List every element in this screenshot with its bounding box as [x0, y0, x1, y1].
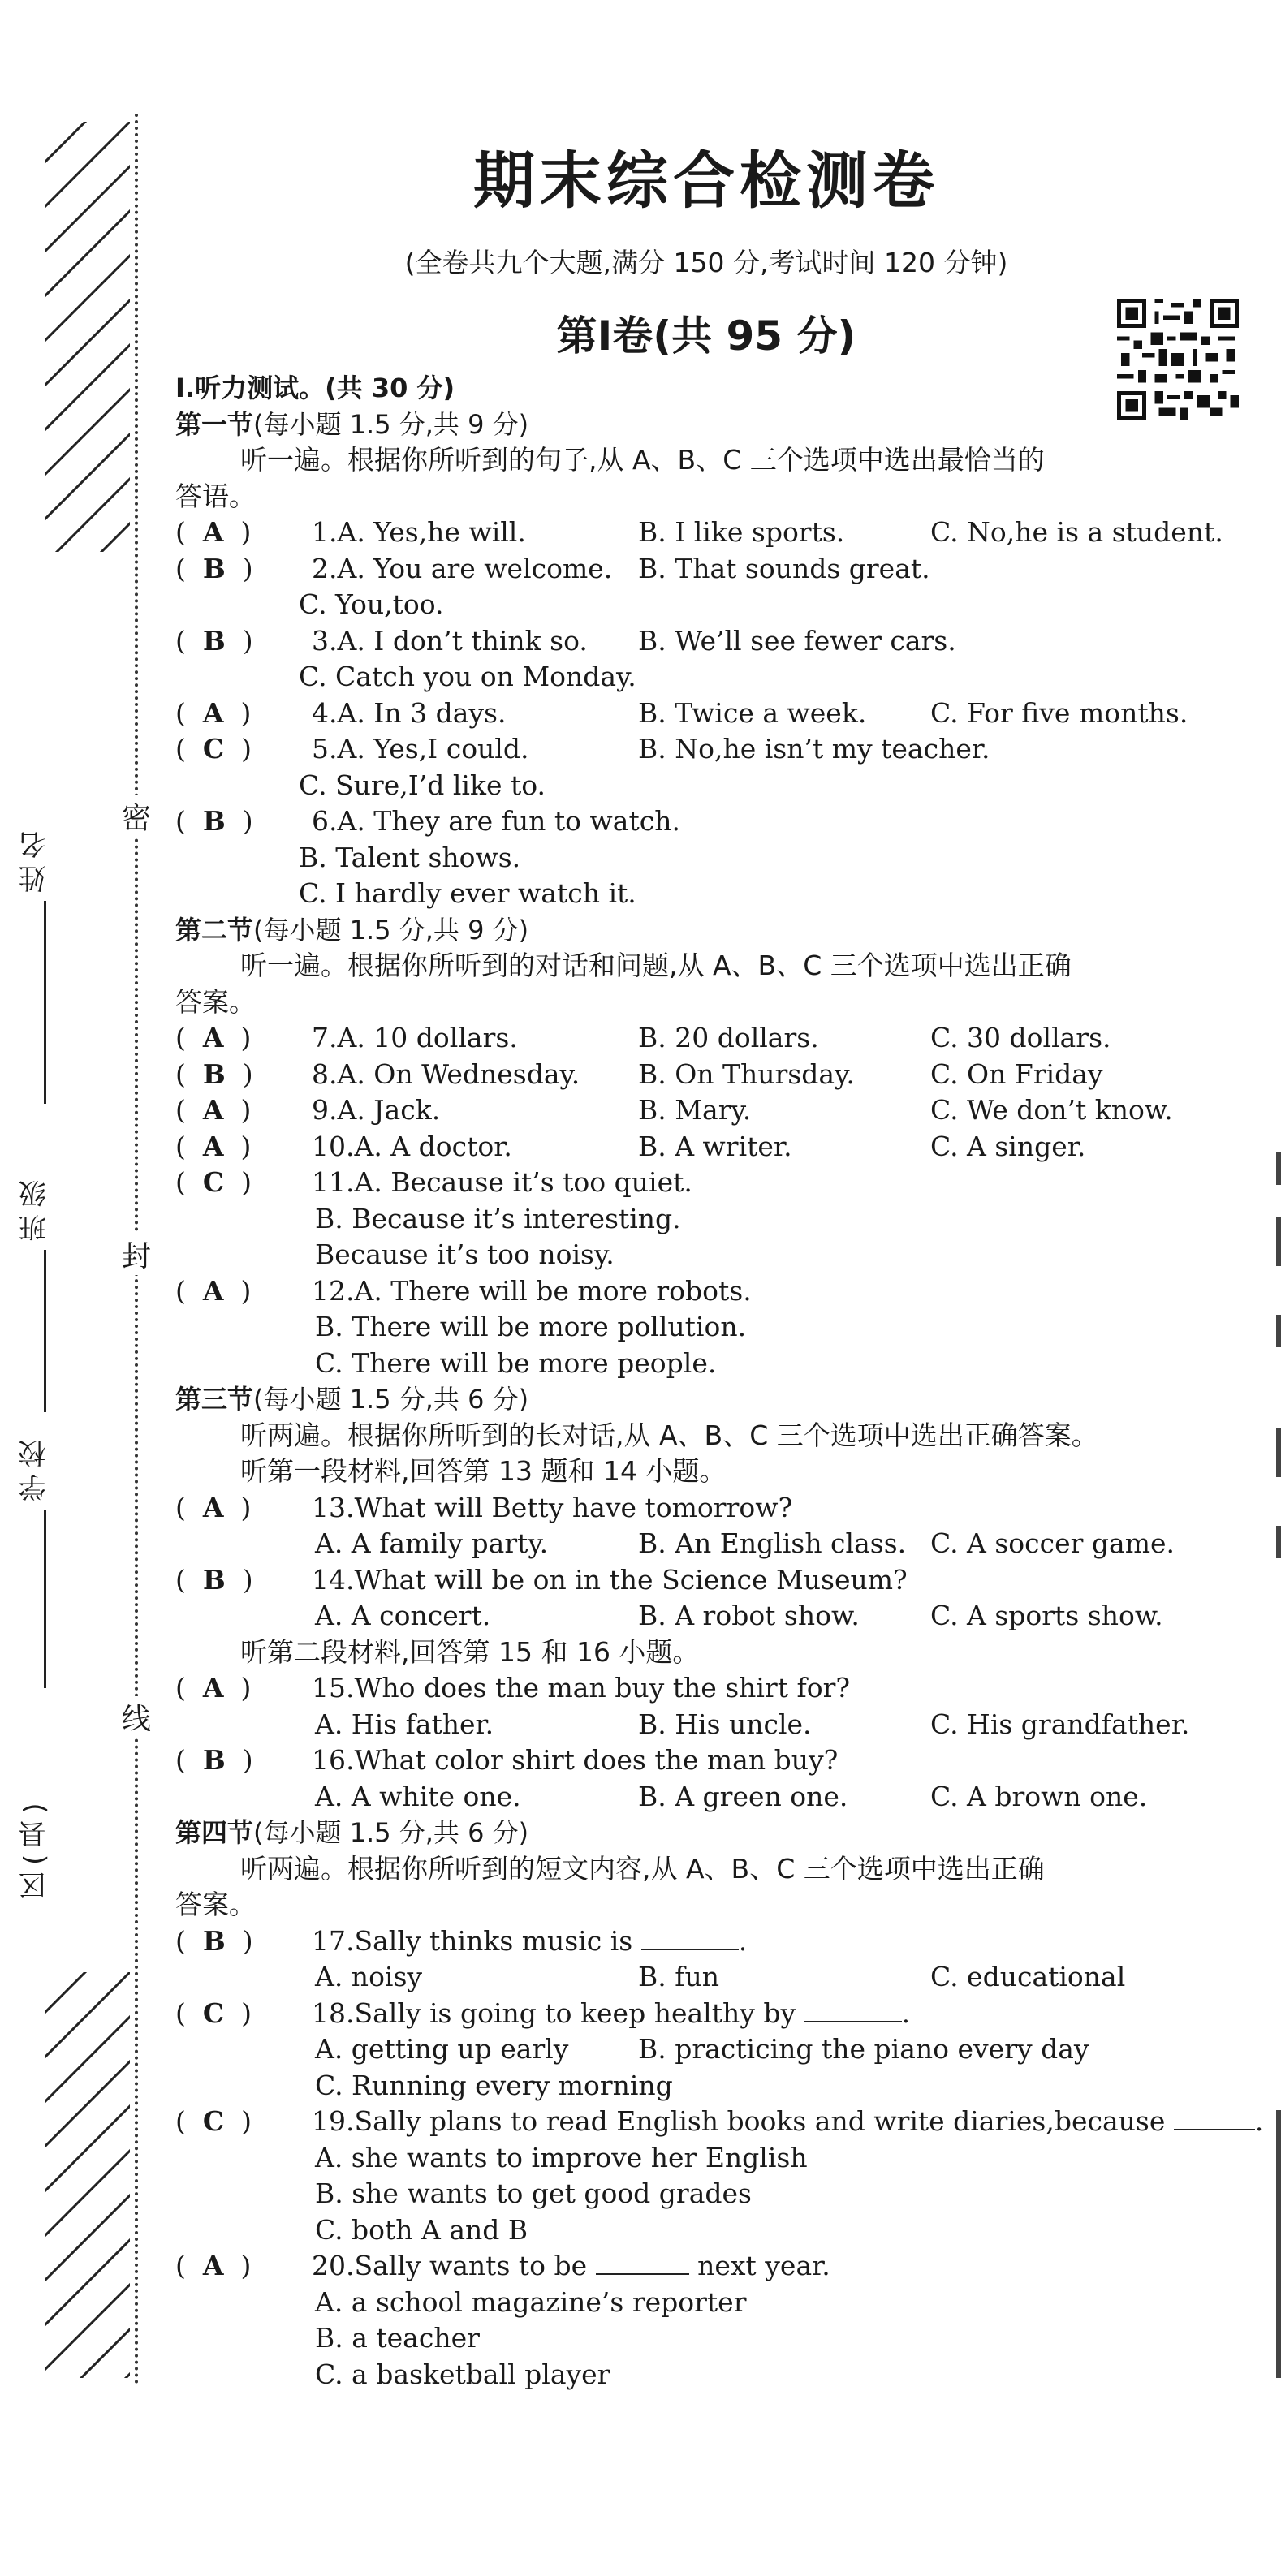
question-15: ( A ) 15.Who does the man buy the shirt for? — [175, 1672, 851, 1704]
edge-mark — [1276, 1526, 1281, 1558]
question-11-option-b: B. Because it’s interesting. — [315, 1202, 681, 1234]
question-12-option-c: C. There will be more people. — [315, 1346, 717, 1379]
question-9: ( A ) 9.A. Jack. B. Mary. C. We don’t know. — [175, 1094, 1173, 1126]
sec3-instruction: 听两遍。根据你所听到的长对话,从 A、B、C 三个选项中选出正确答案。 — [240, 1419, 1098, 1451]
page-title: 期末综合检测卷 — [473, 144, 939, 217]
name-label: 姓名 — [19, 825, 51, 893]
seal-mark-1: 密 — [120, 795, 153, 837]
sec4-instruction-cont: 答案。 — [175, 1889, 256, 1920]
question-8: ( B ) 8.A. On Wednesday. B. On Thursday. C. On Friday — [175, 1058, 1103, 1090]
district-label: 区(县) — [19, 1796, 51, 1899]
seal-mark-3: 线 — [120, 1696, 153, 1738]
answer-blank[interactable] — [641, 1924, 739, 1950]
question-2: ( B ) 2.A. You are welcome. B. That sounds great. — [175, 552, 930, 584]
question-14-options: A. A concert. B. A robot show. C. A sports show. — [315, 1600, 1163, 1631]
name-blank[interactable] — [44, 901, 46, 1104]
seal-mark-2: 封 — [120, 1234, 153, 1275]
edge-mark — [1276, 1428, 1281, 1477]
question-11-option-c: Because it’s too noisy. — [315, 1238, 615, 1270]
question-12: ( A ) 12.A. There will be more robots. — [175, 1274, 752, 1307]
question-19: ( C ) 19.Sally plans to read English books and write diaries,because . — [175, 2105, 1264, 2137]
question-3: ( B ) 3.A. I don’t think so. B. We’ll see fewer cars. — [175, 624, 956, 657]
sec2-title: 第二节(每小题 1.5 分,共 9 分) — [175, 914, 529, 946]
sec3-title: 第三节(每小题 1.5 分,共 6 分) — [175, 1384, 529, 1415]
question-4: ( A ) 4.A. In 3 days. B. Twice a week. C. For five months. — [175, 696, 1188, 729]
edge-mark — [1276, 1315, 1281, 1347]
question-16: ( B ) 16.What color shirt does the man buy? — [175, 1744, 839, 1776]
exam-info: (全卷共九个大题,满分 150 分,考试时间 120 分钟) — [404, 247, 1008, 278]
question-6-option-c: C. I hardly ever watch it. — [299, 877, 636, 909]
sec1-instruction: 听一遍。根据你所听到的句子,从 A、B、C 三个选项中选出最恰当的 — [240, 444, 1045, 476]
question-13-options: A. A family party. B. An English class. C. A soccer game. — [315, 1527, 1175, 1559]
question-13: ( A ) 13.What will Betty have tomorrow? — [175, 1491, 793, 1523]
question-18: ( C ) 18.Sally is going to keep healthy by . — [175, 1997, 911, 2029]
sec3-sub-instruction-2: 听第二段材料,回答第 15 和 16 小题。 — [240, 1635, 700, 1668]
question-19-option-c: C. both A and B — [315, 2213, 528, 2246]
edge-mark — [1276, 1152, 1281, 1185]
listening-section — [175, 370, 1264, 2393]
question-19-option-a: A. she wants to improve her English — [315, 2141, 808, 2173]
question-20-option-c: C. a basketball player — [315, 2358, 610, 2390]
sec1-title: 第一节(每小题 1.5 分,共 9 分) — [175, 408, 529, 440]
sec2-instruction: 听一遍。根据你所听到的对话和问题,从 A、B、C 三个选项中选出正确 — [240, 950, 1072, 981]
school-blank[interactable] — [44, 1510, 46, 1688]
answer-blank[interactable] — [596, 2249, 689, 2275]
question-18-option-c: C. Running every morning — [315, 2069, 673, 2101]
question-6-option-b: B. Talent shows. — [299, 841, 521, 873]
section-heading: Ⅰ.听力测试。(共 30 分) — [175, 373, 455, 403]
hatch-pattern-bottom — [45, 1972, 130, 2378]
question-1: ( A ) 1.A. Yes,he will. B. I like sports. C. No,he is a student. — [175, 516, 1223, 548]
school-label: 学校 — [19, 1433, 51, 1501]
edge-mark — [1276, 1217, 1281, 1266]
question-17-options: A. noisy B. fun C. educational — [315, 1961, 1126, 1992]
class-label: 班级 — [19, 1174, 51, 1242]
question-5: ( C ) 5.A. Yes,I could. B. No,he isn’t my teacher. — [175, 733, 990, 765]
question-20-option-b: B. a teacher — [315, 2322, 480, 2354]
question-2-option-c: C. You,too. — [299, 588, 444, 620]
question-20: ( A ) 20.Sally wants to be next year. — [175, 2250, 830, 2281]
question-17: ( B ) 17.Sally thinks music is . — [175, 1924, 748, 1957]
question-16-options: A. A white one. B. A green one. C. A brown one. — [315, 1780, 1148, 1812]
question-10: ( A ) 10.A. A doctor. B. A writer. C. A singer. — [175, 1130, 1086, 1162]
class-blank[interactable] — [44, 1250, 46, 1412]
sec1-instruction-cont: 答语。 — [175, 480, 256, 512]
question-18-options: A. getting up early B. practicing the piano every day — [315, 2033, 1089, 2065]
question-15-options: A. His father. B. His uncle. C. His grandfather. — [315, 1708, 1190, 1740]
answer-blank[interactable] — [1174, 2104, 1255, 2130]
question-20-option-a: A. a school magazine’s reporter — [315, 2285, 747, 2318]
edge-mark — [1276, 2110, 1281, 2378]
question-14: ( B ) 14.What will be on in the Science Museum? — [175, 1563, 908, 1596]
sec4-title: 第四节(每小题 1.5 分,共 6 分) — [175, 1817, 529, 1848]
sec2-instruction-cont: 答案。 — [175, 985, 256, 1018]
question-6: ( B ) 6.A. They are fun to watch. — [175, 805, 680, 837]
sec3-sub-instruction-1: 听第一段材料,回答第 13 题和 14 小题。 — [240, 1455, 727, 1487]
question-3-option-c: C. Catch you on Monday. — [299, 661, 636, 692]
question-7: ( A ) 7.A. 10 dollars. B. 20 dollars. C. 30 dollars. — [175, 1022, 1111, 1053]
part-title: 第Ⅰ卷(共 95 分) — [556, 312, 856, 360]
sec4-instruction: 听两遍。根据你所听到的短文内容,从 A、B、C 三个选项中选出正确 — [240, 1852, 1045, 1885]
question-11: ( C ) 11.A. Because it’s too quiet. — [175, 1166, 692, 1198]
question-19-option-b: B. she wants to get good grades — [315, 2178, 752, 2209]
question-12-option-b: B. There will be more pollution. — [315, 1311, 747, 1342]
question-5-option-c: C. Sure,I’d like to. — [299, 769, 546, 801]
answer-blank[interactable] — [804, 1997, 902, 2022]
